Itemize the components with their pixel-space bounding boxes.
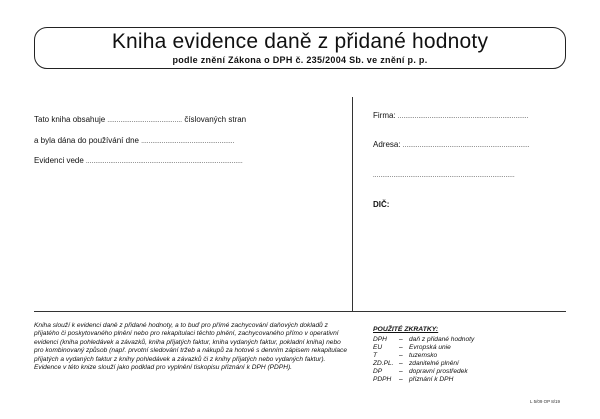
abbreviation-dash: –	[399, 344, 403, 351]
form-code: L 5/09 OP 8/19	[530, 399, 561, 404]
abbreviation-row	[373, 344, 451, 352]
firm-field[interactable]	[373, 111, 529, 122]
start-date-label: a byla dána do používání dne	[34, 136, 139, 145]
abbreviation-dash: –	[399, 368, 403, 375]
page-subtitle: podle znění Zákona o DPH č. 235/2004 Sb. ve znění p. p.	[172, 55, 428, 65]
abbreviation-row	[373, 376, 453, 384]
address-field[interactable]	[373, 140, 530, 151]
abbreviation-key: PDPH	[373, 376, 392, 383]
page-title: Kniha evidence daně z přidané hodnoty	[111, 30, 489, 53]
pages-count-field[interactable]	[34, 115, 246, 126]
address-extra-field[interactable]	[373, 170, 515, 181]
address-extra-dots: ............................................................................	[373, 173, 515, 179]
title-box	[34, 27, 566, 69]
pages-count-dots: ........................................	[107, 118, 183, 124]
abbreviation-value: tuzemsko	[409, 352, 438, 359]
firm-label: Firma:	[373, 111, 396, 120]
abbreviation-value: Evropská unie	[409, 344, 451, 351]
abbreviation-dash: –	[399, 360, 403, 367]
abbreviation-key: T	[373, 352, 378, 359]
start-date-field[interactable]	[34, 136, 235, 147]
start-date-dots: ..................................................	[141, 139, 235, 145]
pages-count-label: Tato kniha obsahuje	[34, 115, 106, 124]
dic-label: DIČ:	[373, 200, 390, 209]
abbreviation-value: přiznání k DPH	[409, 376, 454, 383]
kept-by-field[interactable]	[34, 156, 243, 167]
abbreviation-value: daň z přidané hodnoty	[409, 336, 475, 343]
abbreviation-key: ZD.PL.	[373, 360, 394, 367]
kept-by-label: Evidenci vede	[34, 156, 84, 165]
address-label: Adresa:	[373, 140, 401, 149]
address-dots: ....................................................................	[402, 143, 530, 149]
abbreviation-key: DP	[373, 368, 383, 375]
column-divider	[352, 97, 353, 311]
abbreviations-heading: POUŽITÉ ZKRATKY:	[373, 326, 439, 333]
description-text: Kniha slouží k evidenci daně z přidané hodnoty, a to buď pro přímé zachycování daňových dokladů z přijatého či poskytovaného plnění nebo pro rekapitulaci těchto plnění, zachycovaného přímo v operativní evidenci (kniha pohledávek a závazků, kniha přijatých faktur, kniha vydaných faktur, pokladní kniha) nebo pro kombinovaný způsob (např. prvotní sledování tržeb a nákupů za hotové s denním zápisem rekapitulace přijatých a vydaných faktur z knihy pohledávek a závazků či z knihy přijatých nebo vydaných faktur). Evidence v této knize slouží jako podklad pro vyplnění tiskopisu přiznání k DPH (PDPH).	[34, 322, 348, 372]
pages-count-suffix: číslovaných stran	[184, 115, 247, 124]
abbreviation-key: EU	[373, 344, 383, 351]
abbreviation-key: DPH	[373, 336, 387, 343]
abbreviation-row	[373, 368, 468, 376]
abbreviation-row	[373, 336, 474, 344]
abbreviation-value: dopravní prostředek	[409, 368, 468, 375]
kept-by-dots: ....................................................................................	[86, 159, 243, 165]
abbreviation-value: zdanitelné plnění	[409, 360, 459, 367]
abbreviation-row	[373, 352, 437, 360]
section-divider	[34, 311, 566, 312]
dic-field[interactable]	[373, 200, 389, 210]
firm-dots: ......................................................................	[397, 114, 529, 120]
abbreviation-dash: –	[399, 352, 403, 359]
abbreviation-dash: –	[399, 376, 403, 383]
abbreviation-dash: –	[399, 336, 403, 343]
abbreviation-row	[373, 360, 459, 368]
